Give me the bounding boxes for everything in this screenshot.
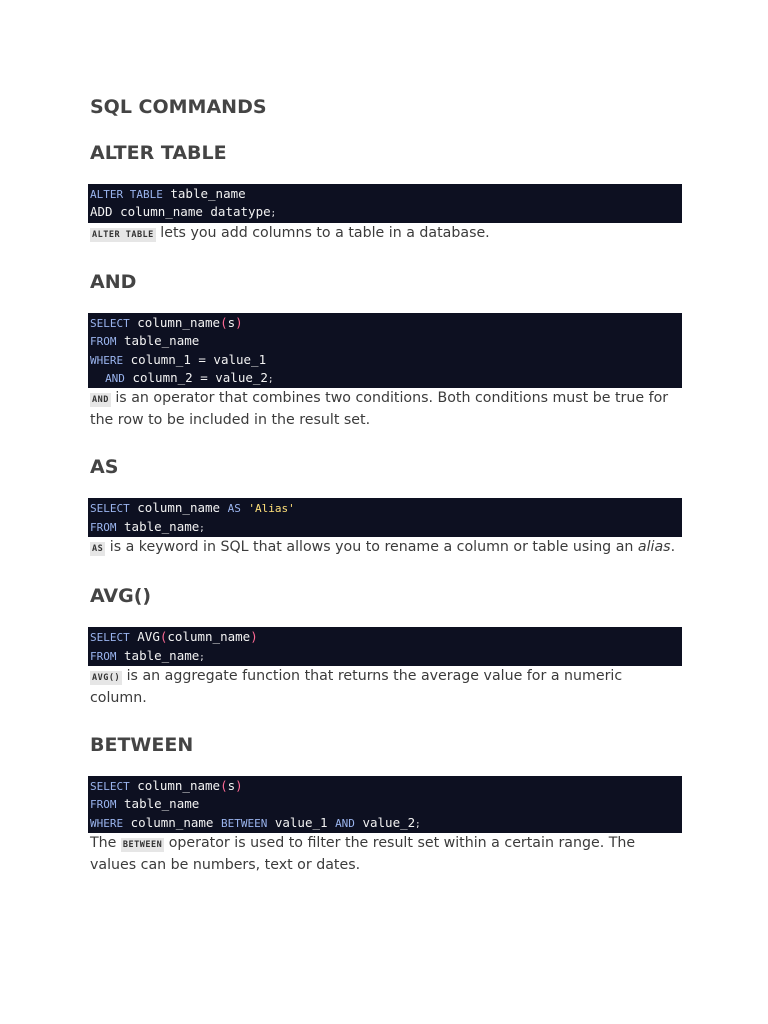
sql-token: column_2 = value_2 [124,369,268,385]
sql-token: s [227,314,236,330]
description-alter-table [90,223,680,245]
code-block-and [88,313,682,389]
sql-keyword: SELECT [90,316,130,330]
section-heading-between: BETWEEN [90,733,194,756]
sql-paren: ( [220,777,228,793]
code-line [90,499,680,517]
code-line [90,814,680,832]
sql-paren: ) [235,314,243,330]
sql-keyword: AND [105,371,125,385]
code-line [90,351,680,369]
sql-token: table_name [116,796,200,812]
code-line [90,185,680,203]
sql-keyword: FROM [90,798,117,812]
sql-token: column_name [129,500,228,516]
section-heading-as: AS [90,456,119,479]
sql-token: ; [270,209,277,220]
sql-token: table_name [116,518,200,534]
sql-token: value_2 [354,814,416,830]
sql-token: ; [199,652,205,663]
sql-keyword: FROM [90,335,117,349]
sql-paren: ) [250,629,258,645]
inline-code: AS [92,544,104,555]
code-line [90,332,680,350]
alias-term: alias [637,539,671,556]
section-heading-avg: AVG() [90,585,152,608]
sql-token: column_name [129,314,221,330]
code-block-as [88,498,682,537]
sql-keyword: FROM [90,520,117,534]
sql-token: table_name [162,186,246,201]
description-as [90,537,680,559]
description-text: is a keyword in SQL that allows you to rename a column or table using an [105,539,638,556]
sql-paren: ( [220,314,228,330]
sql-token: AVG [129,629,160,645]
sql-paren: ) [235,777,243,793]
sql-token: column_name [167,629,251,645]
sql-token: ; [267,374,274,385]
sql-token: column_1 = value_1 [123,351,267,367]
inline-code: AVG() [92,672,121,683]
sql-keyword: AS [227,502,241,516]
inline-code: AND [92,395,109,406]
sql-token: column_name [123,814,221,830]
description-text: is an aggregate function that returns the average value for a numeric column. [90,667,623,706]
description-text: is an operator that combines two conditions. Both conditions must be true for the row to be included in the result set. [90,390,669,429]
code-line [90,777,680,795]
page-title: SQL COMMANDS [90,96,267,118]
code-block-between [88,776,682,833]
sql-paren: ( [159,629,168,645]
section-heading-and: AND [90,270,137,293]
sql-token: column_name [129,777,221,793]
description-and [90,388,680,430]
code-line [90,628,680,646]
sql-string: 'Alias' [248,502,295,516]
sql-keyword: FROM [90,649,117,663]
sql-token: ; [415,819,421,830]
description-between [90,833,680,875]
sql-token: ADD column_name datatype [90,204,271,220]
sql-token: table_name [116,647,200,663]
document-page [90,92,680,875]
sql-token: table_name [116,333,200,349]
sql-keyword: AND [335,816,355,830]
code-line [90,369,680,387]
sql-keyword: WHERE [90,353,124,367]
inline-code: BETWEEN [122,840,163,851]
code-line [90,518,680,536]
description-text: lets you add columns to a table in a database. [155,224,490,241]
description-text: operator is used to filter the result set within a certain range. The values can be numbers, text or dates. [90,835,636,874]
section-heading-alter-table: ALTER TABLE [90,142,227,164]
description-avg [90,666,680,708]
code-line [90,795,680,813]
code-line [90,647,680,665]
sql-keyword: BETWEEN [220,816,268,830]
sql-keyword: WHERE [90,816,124,830]
sql-keyword: SELECT [90,502,130,516]
sql-token: ; [199,523,205,534]
description-tail: . [670,539,676,556]
inline-code: ALTER TABLE [92,229,154,240]
sql-token: value_1 [267,814,336,830]
code-block-alter-table [88,184,682,223]
sql-token: s [227,777,236,793]
code-line [90,314,680,332]
code-block-avg [88,627,682,666]
description-lead: The [90,835,121,852]
code-line [90,203,680,221]
sql-token [90,370,105,385]
sql-keyword: SELECT [90,779,130,793]
sql-keyword: SELECT [90,631,130,645]
sql-keyword: ALTER TABLE [90,188,163,201]
